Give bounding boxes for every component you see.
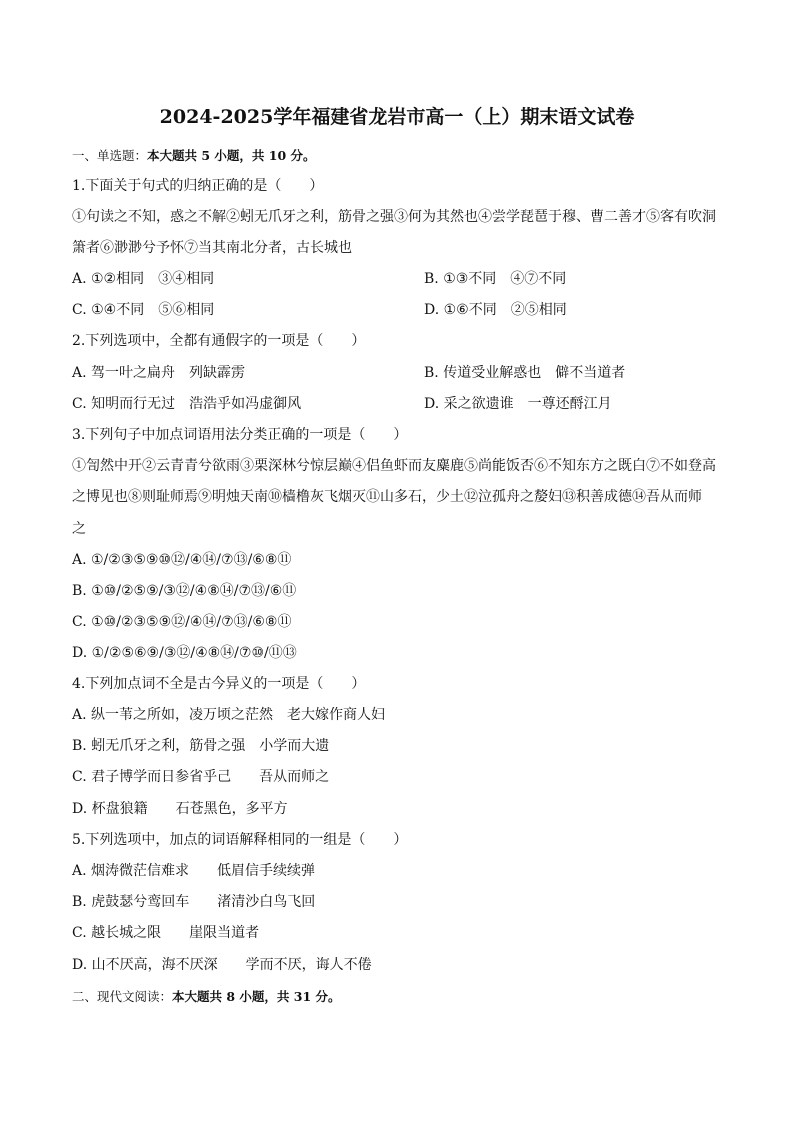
question-3-stem: 3.下列句子中加点词语用法分类正确的一项是（ ）: [72, 427, 408, 443]
option-b[interactable]: B. 蚓无爪牙之利，筋骨之强 小学而大遗: [72, 738, 330, 754]
question-1-options-row: [72, 300, 732, 320]
question-1-options-row: [72, 269, 732, 289]
section-heading-1: [72, 146, 732, 166]
question-3-text: 之: [72, 521, 86, 537]
section-description: 本大题共 8 小题，共 31 分。: [172, 989, 341, 1004]
option-b[interactable]: B. ①③不同 ④⑦不同: [424, 271, 567, 287]
question-3-text: ①訇然中开②云青青兮欲雨③栗深林兮惊层巅④侣鱼虾而友麋鹿⑤尚能饭否⑥不知东方之既白⑦不如登高: [72, 458, 716, 474]
question-2-options-row: [72, 394, 732, 414]
option-b[interactable]: B. 传道受业解惑也 僻不当道者: [424, 365, 626, 381]
option-c[interactable]: C. 知明而行无过 浩浩乎如冯虚御风: [72, 396, 302, 412]
option-c[interactable]: C. 君子博学而日参省乎己 吾从而师之: [72, 769, 330, 785]
option-d[interactable]: D. 山不厌高，海不厌深 学而不厌，诲人不倦: [72, 957, 372, 973]
option-c[interactable]: C. ①⑩/②③⑤⑨⑫/④⑭/⑦⑬/⑥⑧⑪: [72, 614, 292, 630]
option-a[interactable]: A. ①/②③⑤⑨⑩⑫/④⑭/⑦⑬/⑥⑧⑪: [72, 552, 292, 568]
option-c[interactable]: C. ①④不同 ⑤⑥相同: [72, 302, 215, 318]
option-c[interactable]: C. 越长城之限 崖限当道者: [72, 925, 260, 941]
option-d[interactable]: D. 采之欲遗谁 一尊还酹江月: [424, 396, 612, 412]
option-b[interactable]: B. 虎鼓瑟兮鸾回车 渚清沙白鸟飞回: [72, 894, 316, 910]
question-1-text: ①句读之不知，惑之不解②蚓无爪牙之利，筋骨之强③何为其然也④尝学琵琶于穆、曹二善才⑤客有吹洞: [72, 209, 716, 225]
question-2-stem: 2.下列选项中，全都有通假字的一项是（ ）: [72, 333, 366, 349]
question-1-text: 箫者⑥渺渺兮予怀⑦当其南北分者，古长城也: [72, 240, 352, 256]
option-a[interactable]: A. 纵一苇之所如，凌万顷之茫然 老大嫁作商人妇: [72, 707, 386, 723]
question-2-options-row: [72, 363, 732, 383]
option-d[interactable]: D. ①/②⑤⑥⑨/③⑫/④⑧⑭/⑦⑩/⑪⑬: [72, 645, 297, 661]
section-heading-2: [72, 987, 732, 1007]
option-b[interactable]: B. ①⑩/②⑤⑨/③⑫/④⑧⑭/⑦⑬/⑥⑪: [72, 583, 297, 599]
page-title: 2024-2025学年福建省龙岩市高一（上）期末语文试卷: [159, 106, 635, 128]
question-1-stem: 1.下面关于句式的归纳正确的是（ ）: [72, 178, 324, 194]
section-label: 二、现代文阅读：: [72, 989, 173, 1004]
option-a[interactable]: A. ①②相同 ③④相同: [72, 271, 215, 287]
question-4-stem: 4.下列加点词不全是古今异义的一项是（ ）: [72, 676, 366, 692]
section-label: 一、单选题：: [72, 148, 148, 163]
option-d[interactable]: D. ①⑥不同 ②⑤相同: [424, 302, 567, 318]
question-3-text: 之博见也⑧则耻师焉⑨明烛天南⑩樯橹灰飞烟灭⑪山多石，少土⑫泣孤舟之嫠妇⑬积善成德⑭吾从而师: [72, 489, 702, 505]
option-a[interactable]: A. 烟涛微茫信难求 低眉信手续续弹: [72, 863, 316, 879]
option-a[interactable]: A. 驾一叶之扁舟 列缺霹雳: [72, 365, 246, 381]
section-description: 本大题共 5 小题，共 10 分。: [147, 148, 316, 163]
question-5-stem: 5.下列选项中，加点的词语解释相同的一组是（ ）: [72, 832, 408, 848]
option-d[interactable]: D. 杯盘狼籍 石苍黑色，多平方: [72, 801, 288, 817]
